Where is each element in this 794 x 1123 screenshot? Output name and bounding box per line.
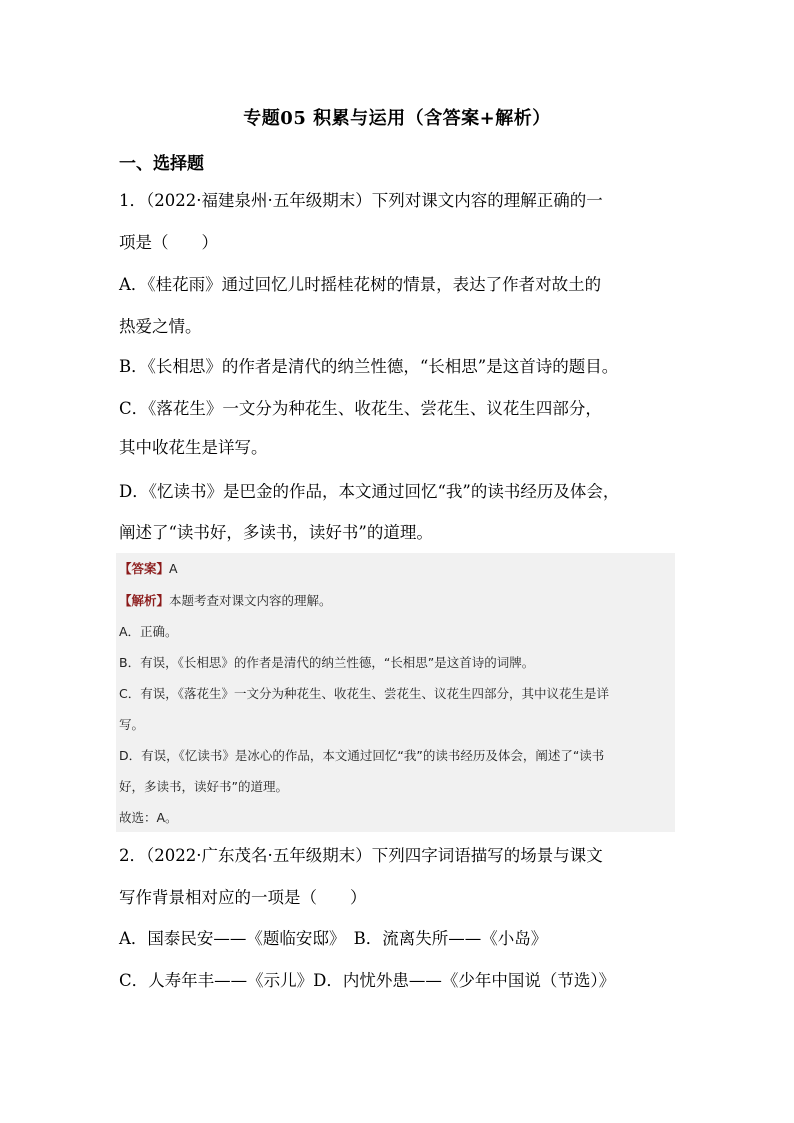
question2-stem-line1: 2．（2022·广东茂名·五年级期末）下列四字词语描写的场景与课文 [119,846,603,865]
question1-option-a-line2: 热爱之情。 [119,317,202,336]
question1-option-a-line1: A．《桂花雨》通过回忆儿时摇桂花树的情景，表达了作者对故土的 [119,275,602,294]
question1-option-b: B．《长相思》的作者是清代的纳兰性德，“长相思”是这首诗的题目。 [119,357,619,376]
analysis-line [119,593,673,609]
section-heading: 一、选择题 [119,154,204,174]
question2-options-cd: C．人寿年丰——《示儿》D．内忧外患——《少年中国说（节选）》 [119,971,616,990]
question1-option-c-line2: 其中收花生是详写。 [119,438,268,457]
question1-option-d-line1: D．《忆读书》是巴金的作品，本文通过回忆“我”的读书经历及体会， [119,482,620,501]
answer-value: A [169,561,178,576]
question1-stem-line2: 项是（ ） [119,233,218,252]
analysis-option-d-line2: 好，多读书，读好书”的道理。 [119,779,288,794]
question1-stem-line1: 1．（2022·福建泉州·五年级期末）下列对课文内容的理解正确的一 [119,191,603,210]
question1-option-c-line1: C．《落花生》一文分为种花生、收花生、尝花生、议花生四部分， [119,399,602,418]
answer-tag: 【答案】 [119,561,170,576]
question1-option-d-line2: 阐述了“读书好，多读书，读好书”的道理。 [119,523,433,542]
question2-stem-line2: 写作背景相对应的一项是（ ） [119,888,367,907]
answer-analysis-box [116,553,675,832]
analysis-tag: 【解析】 [119,593,170,608]
analysis-option-a: A．正确。 [119,624,178,639]
analysis-conclusion: 故选：A。 [119,810,178,825]
document-title: 专题05 积累与运用（含答案+解析） [243,108,551,129]
analysis-option-c-line2: 写。 [119,717,145,732]
analysis-option-d-line1: D．有误，《忆读书》是冰心的作品，本文通过回忆“我”的读书经历及体会，阐述了“读书 [119,748,605,763]
question2-options-ab: A．国泰民安——《题临安邸》 B．流离失所——《小岛》 [119,929,548,948]
analysis-option-c-line1: C．有误，《落花生》一文分为种花生、收花生、尝花生、议花生四部分，其中议花生是详 [119,686,609,701]
answer-line [119,561,673,577]
analysis-option-b: B．有误，《长相思》的作者是清代的纳兰性德，“长相思”是这首诗的词牌。 [119,655,535,670]
analysis-text: 本题考查对课文内容的理解。 [169,593,332,608]
